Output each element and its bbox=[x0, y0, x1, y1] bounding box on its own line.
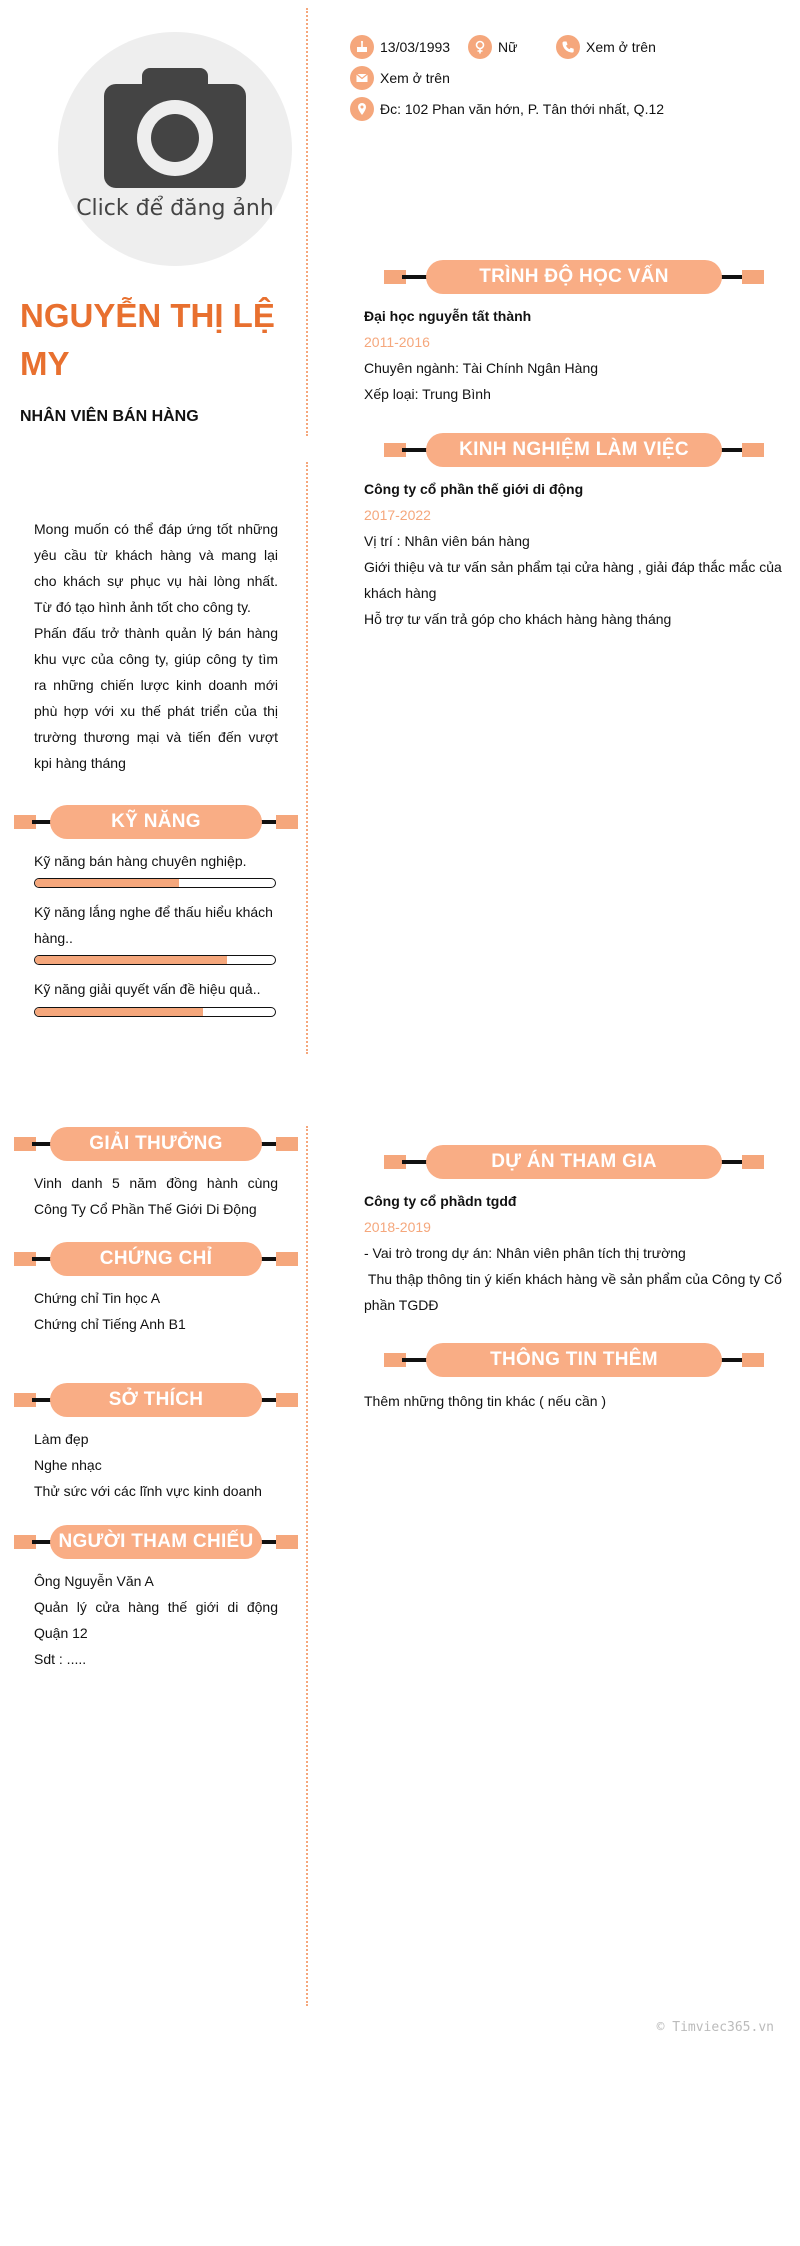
experience-position: Vị trí : Nhân viên bán hàng bbox=[364, 533, 530, 549]
column-divider-middle bbox=[306, 462, 308, 1054]
project-years: 2018-2019 bbox=[364, 1219, 431, 1235]
hobby-1: Làm đẹp bbox=[34, 1431, 89, 1447]
avatar-caption: Click để đăng ảnh bbox=[76, 196, 274, 221]
location-icon bbox=[350, 97, 374, 121]
objective bbox=[34, 516, 278, 776]
experience-task-1: Giới thiệu và tư vấn sản phẩm tại cửa hàng , giải đáp thắc mắc của khách hàng bbox=[364, 559, 782, 601]
column-divider-top bbox=[306, 8, 308, 436]
column-divider-bottom bbox=[306, 1126, 308, 2006]
project-task: Thu thập thông tin ý kiến khách hàng về sản phẩm của Công ty Cổ phần TGDĐ bbox=[364, 1271, 786, 1313]
education-school: Đại học nguyễn tất thành bbox=[364, 308, 532, 324]
skill-bar-1 bbox=[34, 878, 276, 888]
contact-birthday bbox=[350, 35, 450, 59]
section-title-additional bbox=[384, 1343, 764, 1377]
experience-years: 2017-2022 bbox=[364, 507, 431, 523]
phone-value: Xem ở trên bbox=[586, 39, 656, 55]
skill-bar-2 bbox=[34, 955, 276, 965]
hobby-2: Nghe nhạc bbox=[34, 1457, 102, 1473]
education-grade: Xếp loại: Trung Bình bbox=[364, 386, 491, 402]
references-title: NGƯỜI THAM CHIẾU bbox=[50, 1525, 262, 1559]
project-role: - Vai trò trong dự án: Nhân viên phân tích thị trường bbox=[364, 1245, 686, 1261]
section-title-experience bbox=[384, 433, 764, 467]
section-title-projects bbox=[384, 1145, 764, 1179]
contact-gender bbox=[468, 35, 517, 59]
section-title-education bbox=[384, 260, 764, 294]
skill-label-2: Kỹ năng lắng nghe để thấu hiểu khách hàng.. bbox=[34, 904, 273, 946]
skill-label-1: Kỹ năng bán hàng chuyên nghiệp. bbox=[34, 853, 247, 869]
section-title-awards bbox=[14, 1127, 298, 1161]
camera-icon bbox=[100, 62, 250, 192]
gender-value: Nữ bbox=[498, 39, 518, 55]
address-value: Đc: 102 Phan văn hớn, P. Tân thới nhất, Q.12 bbox=[380, 101, 665, 117]
hobby-3: Thử sức với các lĩnh vực kinh doanh bbox=[34, 1483, 262, 1499]
watermark: © Timviec365.vn bbox=[656, 2020, 774, 2035]
email-icon bbox=[350, 66, 374, 90]
objective-paragraph-1: Mong muốn có thể đáp ứng tốt những yêu cầu từ khách hàng và mang lại cho khách sự phục vụ hài lòng nhất. Từ đó tạo hình ảnh tốt cho công ty. bbox=[34, 521, 278, 615]
section-title-hobbies bbox=[14, 1383, 298, 1417]
email-value: Xem ở trên bbox=[380, 70, 450, 86]
hobbies-title: SỞ THÍCH bbox=[50, 1383, 262, 1417]
skills-title: KỸ NĂNG bbox=[50, 805, 262, 839]
skill-label-3: Kỹ năng giải quyết vấn đề hiệu quả.. bbox=[34, 981, 261, 997]
certificate-1: Chứng chỉ Tin học A bbox=[34, 1290, 161, 1306]
birthday-value: 13/03/1993 bbox=[380, 39, 451, 55]
additional-title: THÔNG TIN THÊM bbox=[426, 1343, 722, 1377]
section-title-certificates bbox=[14, 1242, 298, 1276]
reference-phone: Sdt : ..... bbox=[34, 1651, 87, 1667]
gender-icon bbox=[468, 35, 492, 59]
certificates-title: CHỨNG CHỈ bbox=[50, 1242, 262, 1276]
contact-address bbox=[350, 97, 664, 121]
job-title: NHÂN VIÊN BÁN HÀNG bbox=[20, 408, 199, 425]
additional-text: Thêm những thông tin khác ( nếu cần ) bbox=[364, 1393, 607, 1409]
project-company: Công ty cổ phầdn tgdđ bbox=[364, 1193, 517, 1209]
avatar-upload[interactable] bbox=[58, 32, 292, 266]
contact-email bbox=[350, 66, 450, 90]
reference-name: Ông Nguyễn Văn A bbox=[34, 1573, 154, 1589]
section-title-skills bbox=[14, 805, 298, 839]
education-major: Chuyên ngành: Tài Chính Ngân Hàng bbox=[364, 360, 599, 376]
education-title: TRÌNH ĐỘ HỌC VẤN bbox=[426, 260, 722, 294]
full-name: NGUYỄN THỊ LỆ MY bbox=[20, 297, 275, 382]
phone-icon bbox=[556, 35, 580, 59]
skill-bar-3 bbox=[34, 1007, 276, 1017]
contact-phone bbox=[556, 35, 656, 59]
certificate-2: Chứng chỉ Tiếng Anh B1 bbox=[34, 1316, 186, 1332]
experience-title: KINH NGHIỆM LÀM VIỆC bbox=[426, 433, 722, 467]
awards-text: Vinh danh 5 năm đồng hành cùng Công Ty Cổ Phần Thế Giới Di Động bbox=[34, 1175, 278, 1217]
section-title-references bbox=[14, 1525, 298, 1559]
projects-title: DỰ ÁN THAM GIA bbox=[426, 1145, 722, 1179]
objective-paragraph-2: Phấn đấu trở thành quản lý bán hàng khu vực của công ty, giúp công ty tìm ra những chiến lược kinh doanh mới phù hợp với xu thế phát triển của thị trường thương mại và tiến đến vượt kpi hàng tháng bbox=[34, 625, 278, 771]
reference-position: Quản lý cửa hàng thế giới di động Quận 12 bbox=[34, 1599, 278, 1641]
experience-task-2: Hỗ trợ tư vấn trả góp cho khách hàng hàng tháng bbox=[364, 611, 672, 627]
awards-title: GIẢI THƯỞNG bbox=[50, 1127, 262, 1161]
education-years: 2011-2016 bbox=[364, 334, 430, 350]
experience-company: Công ty cổ phần thế giới di động bbox=[364, 481, 584, 497]
cake-icon bbox=[350, 35, 374, 59]
